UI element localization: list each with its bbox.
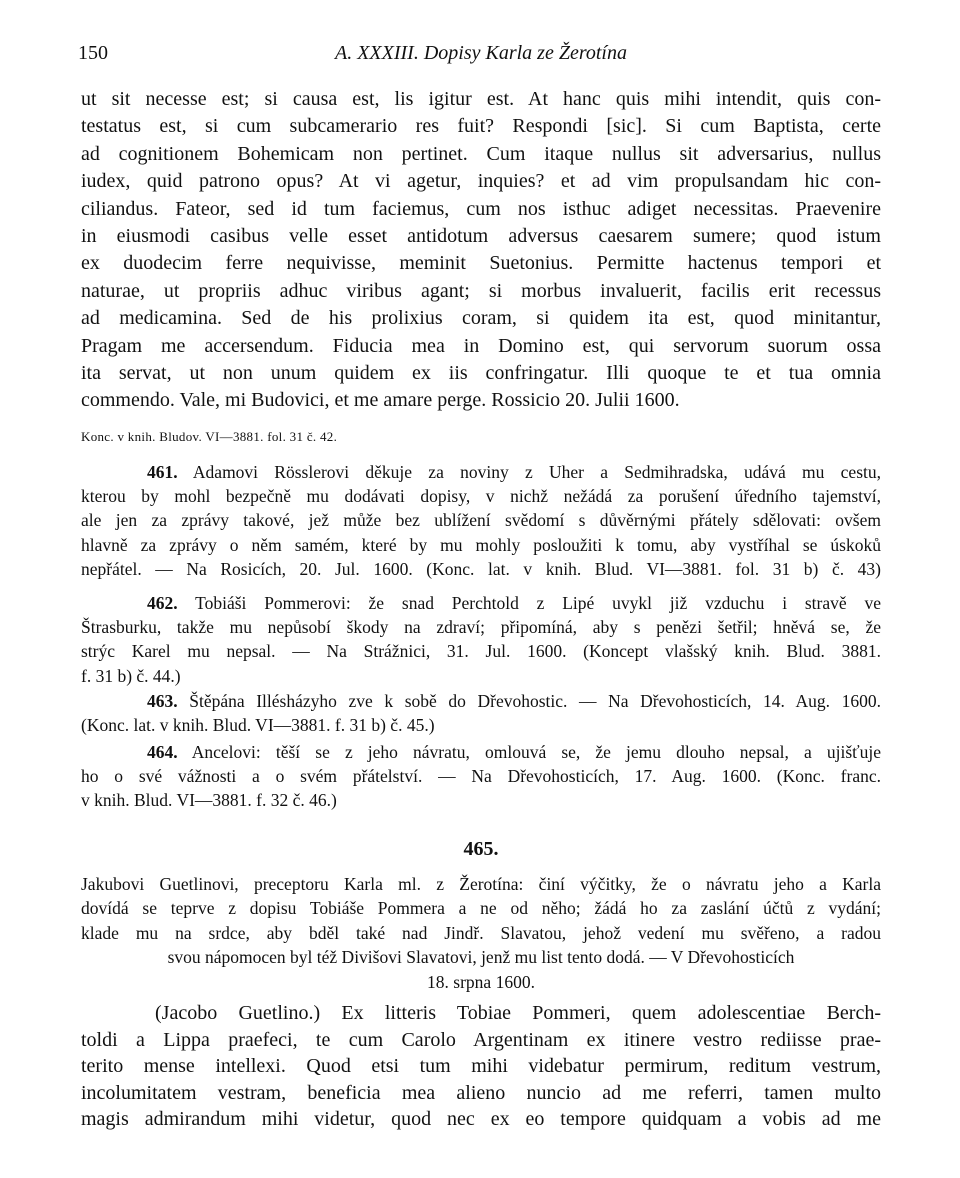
latin-letter-text <box>81 86 881 415</box>
text-line: ciliandus. Fateor, sed id tum faciemus, cum nos isthuc adiget necessitas. Praevenire <box>81 197 881 220</box>
entry-number: 462. <box>147 593 178 613</box>
text-line: ex duodecim ferre nequivisse, meminit Suetonius. Permitte hactenus tempori et <box>81 252 881 275</box>
entry-line: hlavně za zprávy o něm samém, které by mu mohly posloužiti k tomu, aby vystříhal se úskoků <box>81 534 881 555</box>
text-line: ad medicamina. Sed de his prolixius coram, si quidem ita est, quod minitantur, <box>81 307 881 330</box>
text-line: iudex, quid patrono opus? At vi agetur, inquies? et ad vim propulsandam hic con- <box>81 170 881 193</box>
entry-line: f. 31 b) č. 44.) <box>81 665 181 686</box>
text-line: ita servat, ut non unum quidem ex iis confringatur. Illi quoque te et tua omnia <box>81 362 881 385</box>
letter-line: incolumitatem vestram, beneficia mea alieno nuncio ad me referri, tamen multo <box>81 1081 881 1104</box>
register-entry-461 <box>81 460 881 581</box>
entry-heading-465: 465. <box>463 838 499 860</box>
entry-text: Tobiáši Pommerovi: že snad Perchtold z Lipé uvykl již vzduchu i stravě ve <box>177 593 881 613</box>
entry-line: ho o své vážnosti a o svém přátelství. — Na Dřevohosticích, 17. Aug. 1600. (Konc. franc. <box>81 766 881 787</box>
page-number: 150 <box>78 42 108 64</box>
entry-text: Ancelovi: těší se z jeho návratu, omlouvá se, že jemu dlouho nepsal, a ujišťuje <box>177 742 881 762</box>
entry-number: 463. <box>147 691 178 711</box>
entry-line: v knih. Blud. VI—3881. f. 32 č. 46.) <box>81 790 337 811</box>
register-entry-462 <box>81 591 881 688</box>
entry-first-line <box>81 689 881 713</box>
text-line: ut sit necesse est; si causa est, lis igitur est. At hanc quis mihi intendit, quis con- <box>81 88 881 110</box>
entry-number: 461. <box>147 462 178 482</box>
page-header <box>78 42 881 66</box>
abstract-line: svou nápomocen byl též Divišovi Slavatovi, jenž mu list tento dodá. — V Dřevohosticích <box>167 947 795 968</box>
entry-first-line <box>81 591 881 615</box>
entry-line: (Konc. lat. v knih. Blud. VI—3881. f. 31 b) č. 45.) <box>81 715 435 736</box>
text-line: commendo. Vale, mi Budovici, et me amare perge. Rossicio 20. Julii 1600. <box>81 389 680 412</box>
letter-line: toldi a Lippa praefeci, te cum Carolo Argentinam ex itinere vestro rediisse prae- <box>81 1028 881 1051</box>
running-title: A. XXXIII. Dopisy Karla ze Žerotína <box>334 42 627 64</box>
letter-line: magis admirandum mihi videtur, quod nec ex eo tempore quidquam a vobis ad me <box>81 1108 881 1131</box>
letter-line: (Jacobo Guetlino.) Ex litteris Tobiae Pommeri, quem adolescentiae Berch- <box>155 1002 881 1024</box>
register-entry-463 <box>81 689 881 737</box>
entry-first-line <box>81 460 881 484</box>
text-line: naturae, ut propriis adhuc viribus agant; si morbus invaluerit, facilis erit recessus <box>81 279 881 302</box>
entry-abstract-465 <box>81 872 881 994</box>
entry-number: 464. <box>147 742 178 762</box>
entry-first-line <box>81 740 881 764</box>
entry-text: Štěpána Illésházyho zve k sobě do Dřevohostic. — Na Dřevohosticích, 14. Aug. 1600. <box>177 691 881 711</box>
abstract-line: klade mu na srdce, aby bděl také nad Jindř. Slavatou, jehož vedení mu svěřeno, a radou <box>81 922 881 943</box>
register-entry-464 <box>81 740 881 813</box>
entry-line: ale jen za zprávy takové, jež může bez ublížení svědomí s důvěrnými přátely sdělovati: ovšem <box>81 510 881 531</box>
text-line: in eiusmodi casibus velle esset antidotum adversus caesarem sumere; quod istum <box>81 225 881 248</box>
text-line: ad cognitionem Bohemicam non pertinet. Cum itaque nullus sit adversarius, nullus <box>81 142 881 165</box>
entry-line: strýc Karel mu nepsal. — Na Strážnici, 31. Jul. 1600. (Koncept vlašský knih. Blud. 3881. <box>81 641 881 662</box>
entry-line: Štrasburku, takže mu nepůsobí škody na zdraví; připomíná, aby s penězi šetřil; hněvá se, že <box>81 617 881 638</box>
text-line: Pragam me accersendum. Fiducia mea in Domino est, qui servorum suorum ossa <box>81 334 881 357</box>
letter-line: terito mense intellexi. Quod etsi tum mihi videbatur permirum, reditum vestrum, <box>81 1055 881 1078</box>
source-note: Konc. v knih. Bludov. VI—3881. fol. 31 č. 42. <box>81 429 338 444</box>
abstract-line: Jakubovi Guetlinovi, preceptoru Karla ml. z Žerotína: činí výčitky, že o návratu jeho a Karla <box>81 874 881 894</box>
text-line: testatus est, si cum subcamerario res fuit? Respondi [sic]. Si cum Baptista, certe <box>81 115 881 138</box>
abstract-date: 18. srpna 1600. <box>427 971 535 992</box>
letter-text-465 <box>81 1000 881 1133</box>
entry-line: kterou by mohl bezpečně mu dodávati dopisy, v nichž nežádá za porušení úředního tajemství, <box>81 486 881 507</box>
entry-line: nepřátel. — Na Rosicích, 20. Jul. 1600. (Konc. lat. v knih. Blud. VI—3881. fol. 31 b) č. 43) <box>81 558 881 579</box>
entry-text: Adamovi Rösslerovi děkuje za noviny z Uher a Sedmihradska, udává mu cestu, <box>177 462 881 482</box>
abstract-line: dovídá se teprve z dopisu Tobiáše Pommera a ne od něho; žádá ho za zaslání účtů z vydání; <box>81 898 881 919</box>
